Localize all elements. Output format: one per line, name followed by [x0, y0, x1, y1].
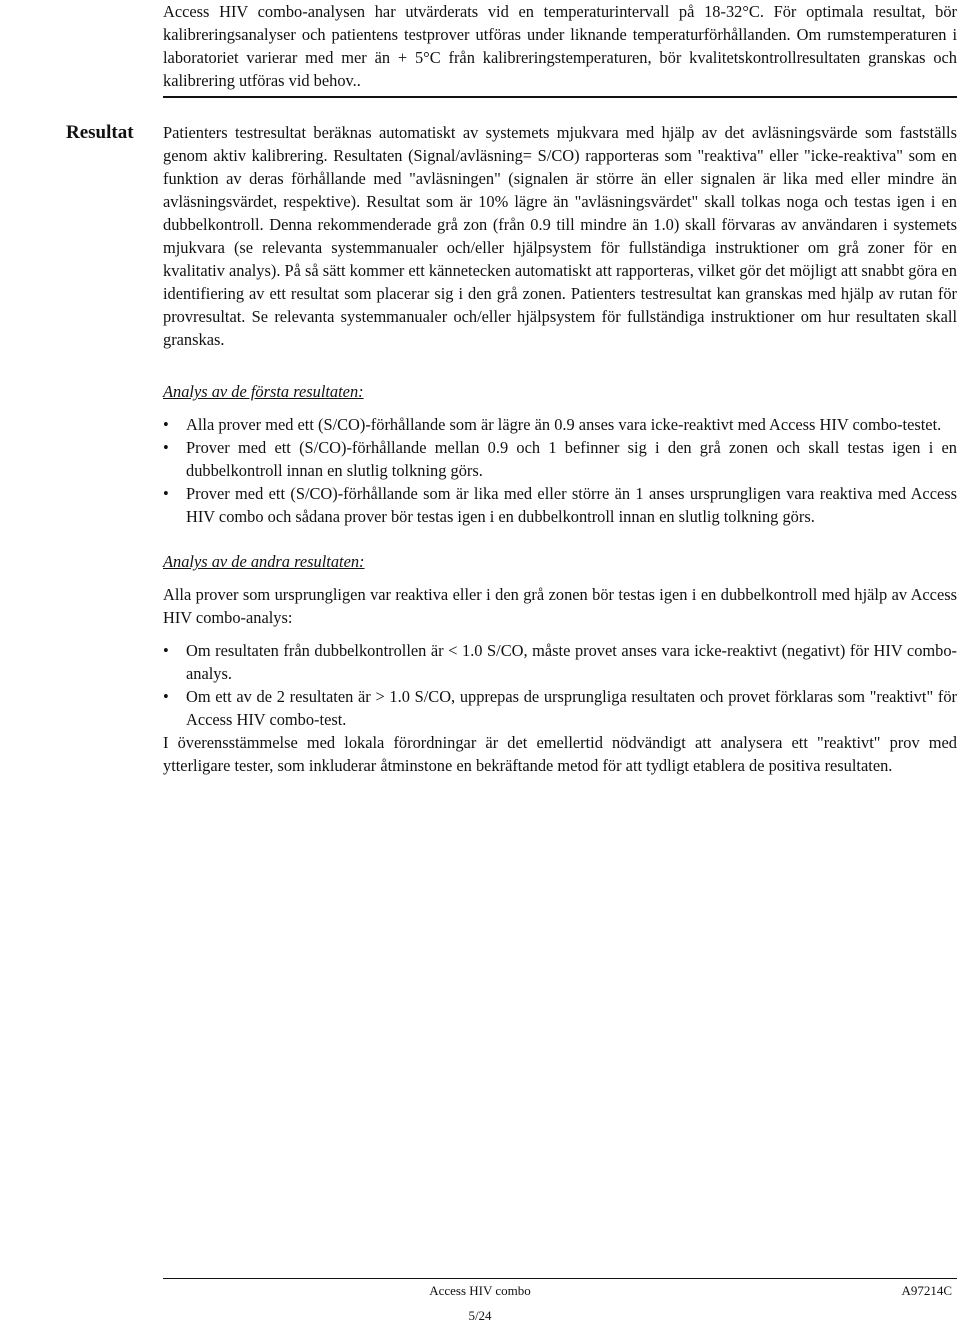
first-results-list	[163, 413, 957, 528]
list-item: • Prover med ett (S/CO)-förhållande som är lika med eller större än 1 anses ursprungligen vara reaktiva med Access HIV combo och sådana prover bör testas igen i en dubbelkontroll innan en slutlig tolkning görs.	[163, 484, 957, 526]
results-section	[163, 121, 957, 777]
closing-paragraph: I överensstämmelse med lokala förordningar är det emellertid nödvändigt att analysera ett "reaktivt" prov med ytterligare tester, som inkluderar åtminstone en bekräftande metod för att tydligt etablera de positiva resultaten.	[163, 733, 957, 775]
bullet-icon: •	[163, 484, 169, 503]
list-item: • Om resultaten från dubbelkontrollen är < 1.0 S/CO, måste provet anses vara icke-reaktivt (negativt) för HIV combo-analys.	[163, 641, 957, 683]
footer-document-code: A97214C	[901, 1283, 952, 1298]
second-results-heading: Analys av de andra resultaten:	[163, 552, 365, 571]
results-paragraph: Patienters testresultat beräknas automatiskt av systemets mjukvara med hjälp av det avläsningsvärde som fastställs genom aktiv kalibrering. Resultaten (Signal/avläsning= S/CO) rapporteras som "reaktiva" eller "icke-reaktiva" som en funktion av deras förhållande med "avläsningen" (signalen är större än eller signalen är lika med eller mindre än avläsningsvärdet, respektive). Resultat som är 10% lägre än "avläsningsvärdet" skall tolkas noga och testas igen i en dubbelkontroll. Denna rekommenderade grå zon (från 0.9 till mindre än 1.0) skall förvaras av användaren i systemets mjukvara (se relevanta systemmanualer och/eller hjälpsystem för fullständiga instruktioner om grå zoner för en kvalitativ analys). På så sätt kommer ett kännetecken automatiskt att rapporteras, vilket gör det möjligt att snabbt göra en identifiering av ett resultat som placerar sig i den grå zonen. Patienters testresultat kan granskas med hjälp av rutan för provresultat. Se relevanta systemmanualer och/eller hjälpsystem för fullständiga instruktioner om hur resultaten skall granskas.	[163, 123, 957, 349]
list-item: • Prover med ett (S/CO)-förhållande mellan 0.9 och 1 befinner sig i den grå zonen och skall testas igen i en dubbelkontroll innan en slutlig tolkning görs.	[163, 438, 957, 480]
second-results-list	[163, 639, 957, 731]
list-item: • Om ett av de 2 resultaten är > 1.0 S/CO, upprepas de ursprungliga resultaten och provet förklaras som "reaktivt" för Access HIV combo-test.	[163, 687, 957, 729]
section-label: Resultat	[66, 122, 134, 143]
footer-divider	[163, 1278, 957, 1279]
bullet-icon: •	[163, 687, 169, 706]
list-item: • Alla prover med ett (S/CO)-förhållande som är lägre än 0.9 anses vara icke-reaktivt med Access HIV combo-testet.	[163, 415, 942, 434]
bullet-icon: •	[163, 415, 169, 434]
footer-title: Access HIV combo	[429, 1283, 531, 1298]
first-results-heading: Analys av de första resultaten:	[163, 382, 364, 401]
second-results-intro: Alla prover som ursprungligen var reaktiva eller i den grå zonen bör testas igen i en dubbelkontroll med hjälp av Access HIV combo-analys:	[163, 585, 957, 627]
section-divider	[163, 96, 957, 98]
intro-paragraph: Access HIV combo-analysen har utvärderats vid en temperaturintervall på 18-32°C. För optimala resultat, bör kalibreringsanalyser och patientens testprover utföras under liknande temperaturförhållanden. Om rumstemperaturen i laboratoriet varierar med mer än + 5°C från kalibreringstemperaturen, bör kvalitetskontrollresultaten granskas och kalibrering utföras vid behov..	[163, 2, 957, 90]
bullet-icon: •	[163, 641, 169, 660]
page-number: 5/24	[468, 1308, 492, 1323]
bullet-icon: •	[163, 438, 169, 457]
